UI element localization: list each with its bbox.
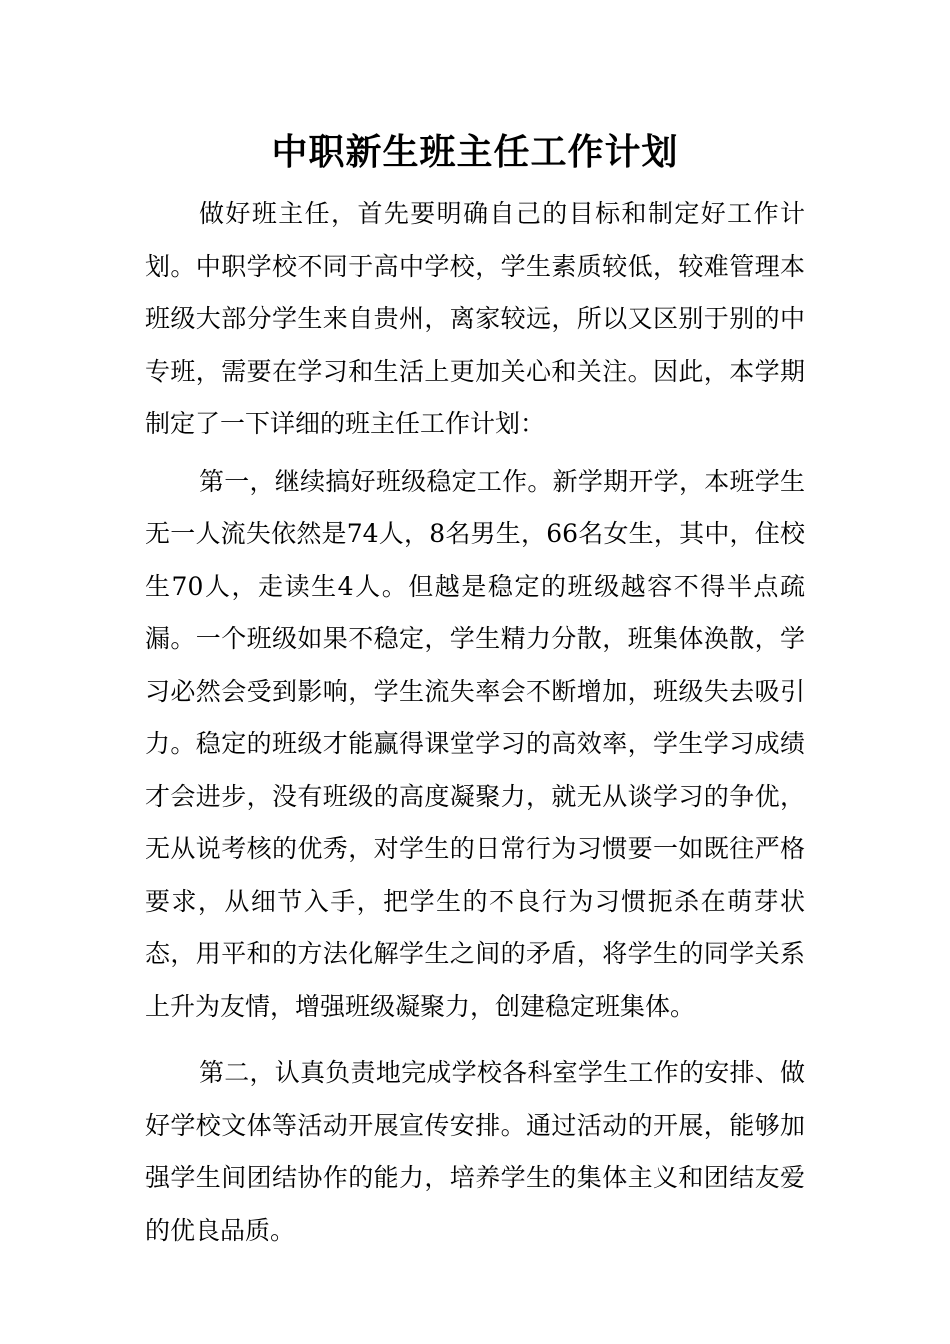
paragraph-first-point: 第一，继续搞好班级稳定工作。新学期开学，本班学生无一人流失依然是74人，8名男生，66名女生，其中，住校生70人，走读生4人。但越是稳定的班级越容不得半点疏漏。一个班级如果不稳定，学生精力分散，班集体涣散，学习必然会受到影响，学生流失率会不断增加，班级失去吸引力。稳定的班级才能赢得课堂学习的高效率，学生学习成绩才会进步，没有班级的高度凝聚力，就无从谈学习的争优，无从说考核的优秀，对学生的日常行为习惯要一如既往严格要求，从细节入手，把学生的不良行为习惯扼杀在萌芽状态，用平和的方法化解学生之间的矛盾，将学生的同学关系上升为友情，增强班级凝聚力，创建稳定班集体。 [145, 466, 805, 1021]
document-title: 中职新生班主任工作计划 [271, 131, 679, 173]
document-page [145, 122, 805, 1262]
paragraph-second-point: 第二，认真负责地完成学校各科室学生工作的安排、做好学校文体等活动开展宣传安排。通过活动的开展，能够加强学生间团结协作的能力，培养学生的集体主义和团结友爱的优良品质。 [145, 1058, 805, 1245]
paragraph-intro: 做好班主任，首先要明确自己的目标和制定好工作计划。中职学校不同于高中学校，学生素质较低，较难管理本班级大部分学生来自贵州，离家较远，所以又区别于别的中专班，需要在学习和生活上更加关心和关注。因此，本学期制定了一下详细的班主任工作计划： [145, 199, 805, 438]
